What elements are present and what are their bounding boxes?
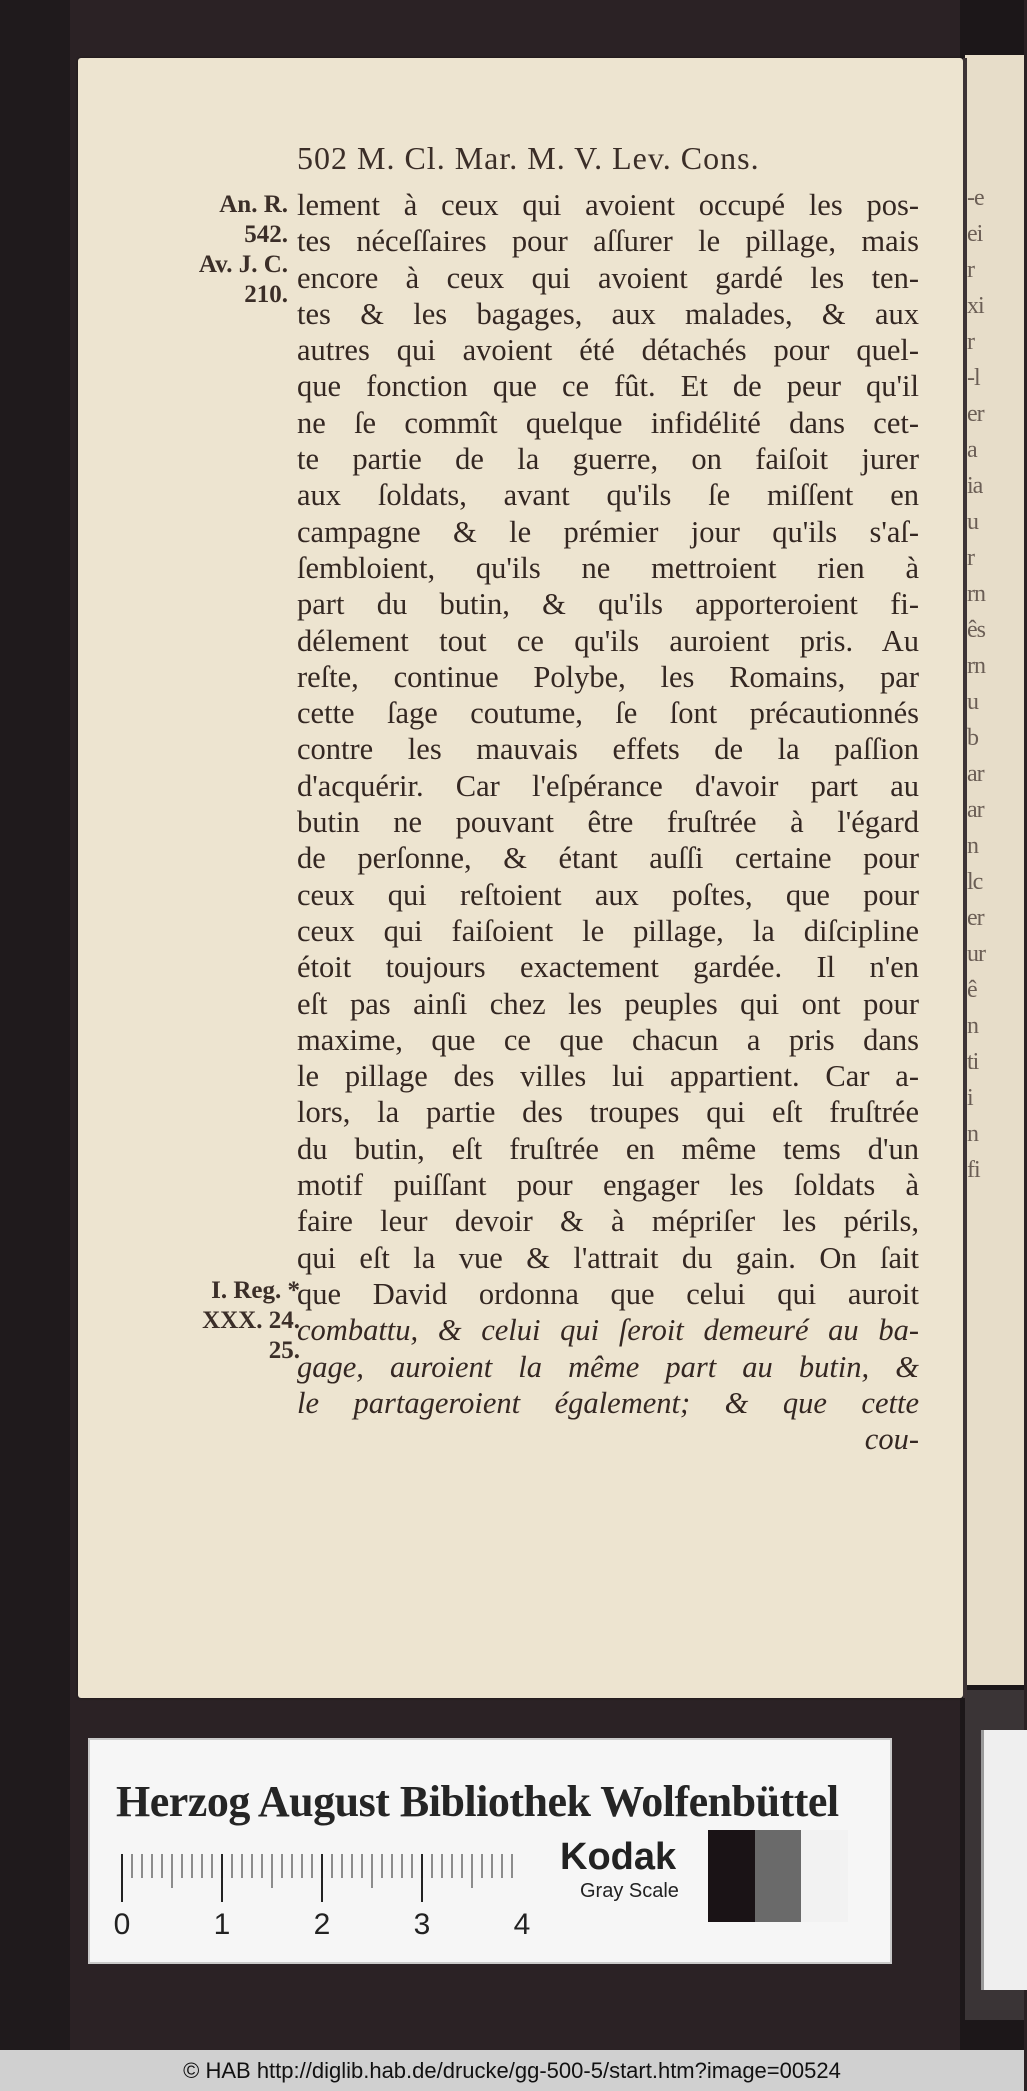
text-line: maxime, que ce que chacun a pris dans (297, 1022, 919, 1057)
ruler-label: 1 (213, 1908, 231, 1941)
adjacent-page-fragment: ia (967, 473, 983, 499)
adjacent-page-fragment: ur (967, 941, 985, 967)
margin-note-line: 542. (244, 221, 288, 248)
text-line: ne ſe commît quelque infidélité dans cet- (297, 405, 919, 440)
adjacent-page-fragment: er (967, 905, 984, 931)
kodak-gray-scale-label: Gray Scale (580, 1880, 679, 1902)
adjacent-page-fragment: ês (967, 617, 985, 643)
text-line: faire leur devoir & à mépriſer les périls, (297, 1204, 919, 1239)
adjacent-page-fragment: lc (967, 869, 983, 895)
adjacent-page-fragment: b (967, 725, 978, 751)
adjacent-card (981, 1730, 1027, 1990)
text-line: combattu, & celui qui ſeroit demeuré au ba- (297, 1313, 919, 1348)
text-line: te partie de la guerre, on faiſoit jurer (297, 442, 919, 477)
text-line: qui eſt la vue & l'attrait du gain. On ſait (297, 1240, 919, 1275)
text-line: que David ordonna que celui qui auroit (297, 1276, 919, 1311)
text-line: motif puiſſant pour engager les ſoldats à (297, 1168, 919, 1203)
text-line: de perſonne, & étant auſſi certaine pour (297, 841, 919, 876)
adjacent-page-fragment: ar (967, 797, 984, 823)
scanner-bed-left (0, 0, 70, 2050)
text-line: ceux qui reſtoient aux poſtes, que pour (297, 877, 919, 912)
adjacent-page-fragment: i (967, 1085, 973, 1111)
margin-note-date (160, 190, 288, 310)
adjacent-page-fragment: ti (967, 1049, 979, 1075)
adjacent-page-fragment: a (967, 437, 977, 463)
text-line: le pillage des villes lui appartient. Car a- (297, 1059, 919, 1094)
text-line: eſt pas ainſi chez les peuples qui ont pour (297, 986, 919, 1021)
adjacent-page-fragment: r (967, 545, 974, 571)
adjacent-page-fragment: ê (967, 977, 977, 1003)
text-line: encore à ceux qui avoient gardé les ten- (297, 260, 919, 295)
text-line: lors, la partie des troupes qui eſt fruſtrée (297, 1095, 919, 1130)
margin-note-line: Av. J. C. (198, 251, 288, 278)
adjacent-page-fragment: n (967, 1013, 978, 1039)
ruler (113, 1850, 531, 1941)
text-line: autres qui avoient été détachés pour quel- (297, 333, 919, 368)
margin-note-line: An. R. (219, 191, 288, 218)
text-line: aux ſoldats, avant qu'ils ſe miſſent en (297, 478, 919, 513)
adjacent-page-fragment: -e (967, 185, 984, 211)
margin-note-line: 210. (244, 281, 288, 308)
text-line: butin ne pouvant être fruſtrée à l'égard (297, 805, 919, 840)
text-line: étoit toujours exactement gardée. Il n'en (297, 950, 919, 985)
gray-scale-swatches (708, 1830, 848, 1922)
text-line: lement à ceux qui avoient occupé les pos- (297, 188, 919, 222)
library-title: Herzog August Bibliothek Wolfenbüttel (116, 1777, 839, 1826)
copyright-footer: © HAB http://diglib.hab.de/drucke/gg-500-5/start.htm?image=00524 (0, 2050, 1024, 2091)
adjacent-page-fragment: rn (967, 653, 985, 679)
page-text-body (297, 187, 919, 1457)
gray-swatch (708, 1830, 755, 1922)
ruler-label: 0 (113, 1908, 131, 1941)
adjacent-page-fragment: u (967, 509, 978, 535)
text-line: campagne & le prémier jour qu'ils s'aſ- (297, 514, 919, 549)
kodak-logo: Kodak (560, 1836, 677, 1878)
adjacent-page-fragment: er (967, 401, 984, 427)
ruler-label: 2 (313, 1908, 331, 1941)
text-line: reſte, continue Polybe, les Romains, par (297, 659, 919, 694)
text-line: d'acquérir. Car l'eſpérance d'avoir part au (297, 768, 919, 803)
text-line: ceux qui faiſoient le pillage, la diſcipline (297, 913, 919, 948)
running-header: 502 M. Cl. Mar. M. V. Lev. Cons. (297, 140, 760, 176)
margin-note-line: XXX. 24. (202, 1307, 300, 1334)
text-line: tes néceſſaires pour aſſurer le pillage, mais (297, 224, 919, 259)
text-line: cette ſage coutume, ſe ſont précautionnés (297, 696, 919, 731)
margin-note-line: 25. (268, 1337, 300, 1364)
ruler-label: 4 (513, 1908, 531, 1941)
adjacent-page-fragment: n (967, 833, 978, 859)
text-line: tes & les bagages, aux malades, & aux (297, 296, 919, 331)
text-line: délement tout ce qu'ils auroient pris. Au (297, 623, 919, 658)
margin-note-reference (160, 1276, 300, 1366)
text-line: cou- (864, 1422, 919, 1457)
adjacent-card-edge (965, 1690, 1024, 2020)
gray-swatch (755, 1830, 802, 1922)
text-line: le partageroient également; & que cette (297, 1385, 919, 1420)
text-line: contre les mauvais effets de la paſſion (297, 732, 919, 767)
adjacent-page-fragment: ar (967, 761, 984, 787)
text-line: du butin, eſt fruſtrée en même tems d'un (297, 1131, 919, 1166)
text-line: gage, auroient la même part au butin, & (297, 1349, 919, 1384)
text-line: que fonction que ce fût. Et de peur qu'il (297, 369, 919, 404)
adjacent-page-fragment: xi (967, 293, 984, 319)
margin-note-line: I. Reg. * (211, 1277, 300, 1304)
adjacent-page-edge (965, 55, 1024, 1685)
adjacent-page-fragment: n (967, 1121, 978, 1147)
adjacent-page-fragment: rn (967, 581, 985, 607)
adjacent-page-fragment: fi (967, 1157, 980, 1183)
ruler-label: 3 (413, 1908, 431, 1941)
adjacent-page-fragment: ei (967, 221, 983, 247)
adjacent-page-fragment: r (967, 329, 974, 355)
calibration-card (88, 1738, 892, 1964)
gray-swatch (801, 1830, 848, 1922)
adjacent-page-fragment: -l (967, 365, 980, 391)
text-line: ſembloient, qu'ils ne mettroient rien à (297, 550, 919, 585)
adjacent-page-fragment: u (967, 689, 978, 715)
adjacent-page-fragment: r (967, 257, 974, 283)
page-gutter (963, 58, 967, 1698)
text-line: part du butin, & qu'ils apporteroient fi- (297, 587, 919, 622)
